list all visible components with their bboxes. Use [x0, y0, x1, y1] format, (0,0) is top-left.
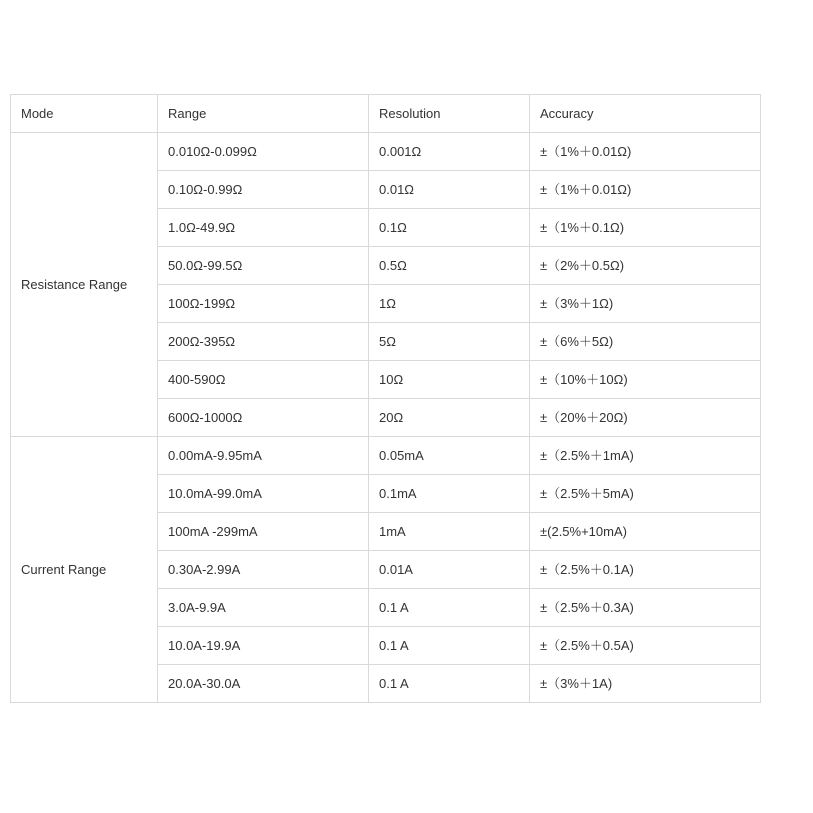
accuracy-cell: ±(2.5%+10mA) — [530, 513, 761, 551]
table-body — [11, 133, 761, 703]
range-cell: 10.0mA-99.0mA — [158, 475, 369, 513]
resolution-cell: 0.1 A — [369, 589, 530, 627]
accuracy-cell: ±（2%＋0.5Ω) — [530, 247, 761, 285]
range-cell: 10.0A-19.9A — [158, 627, 369, 665]
header-resolution: Resolution — [369, 95, 530, 133]
range-cell: 0.00mA-9.95mA — [158, 437, 369, 475]
resolution-cell: 0.5Ω — [369, 247, 530, 285]
resolution-cell: 10Ω — [369, 361, 530, 399]
mode-cell: Current Range — [11, 437, 158, 703]
accuracy-cell: ±（1%＋0.01Ω) — [530, 171, 761, 209]
range-cell: 20.0A-30.0A — [158, 665, 369, 703]
range-cell: 1.0Ω-49.9Ω — [158, 209, 369, 247]
accuracy-cell: ±（1%＋0.1Ω) — [530, 209, 761, 247]
range-cell: 3.0A-9.9A — [158, 589, 369, 627]
resolution-cell: 0.001Ω — [369, 133, 530, 171]
accuracy-cell: ±（2.5%＋0.1A) — [530, 551, 761, 589]
range-cell: 200Ω-395Ω — [158, 323, 369, 361]
header-range: Range — [158, 95, 369, 133]
accuracy-cell: ±（1%＋0.01Ω) — [530, 133, 761, 171]
table-row — [11, 437, 761, 475]
resolution-cell: 0.1 A — [369, 665, 530, 703]
accuracy-cell: ±（10%＋10Ω) — [530, 361, 761, 399]
resolution-cell: 1mA — [369, 513, 530, 551]
accuracy-cell: ±（6%＋5Ω) — [530, 323, 761, 361]
accuracy-cell: ±（20%＋20Ω) — [530, 399, 761, 437]
header-mode: Mode — [11, 95, 158, 133]
header-row — [11, 95, 761, 133]
resolution-cell: 20Ω — [369, 399, 530, 437]
range-cell: 0.10Ω-0.99Ω — [158, 171, 369, 209]
range-cell: 100mA -299mA — [158, 513, 369, 551]
range-cell: 0.30A-2.99A — [158, 551, 369, 589]
resolution-cell: 0.01Ω — [369, 171, 530, 209]
accuracy-cell: ±（2.5%＋0.3A) — [530, 589, 761, 627]
range-cell: 0.010Ω-0.099Ω — [158, 133, 369, 171]
accuracy-cell: ±（2.5%＋1mA) — [530, 437, 761, 475]
resolution-cell: 0.1 A — [369, 627, 530, 665]
range-cell: 100Ω-199Ω — [158, 285, 369, 323]
mode-cell: Resistance Range — [11, 133, 158, 437]
range-cell: 400-590Ω — [158, 361, 369, 399]
range-cell: 600Ω-1000Ω — [158, 399, 369, 437]
resolution-cell: 1Ω — [369, 285, 530, 323]
spec-table — [10, 94, 761, 703]
accuracy-cell: ±（2.5%＋0.5A) — [530, 627, 761, 665]
accuracy-cell: ±（2.5%＋5mA) — [530, 475, 761, 513]
table-row — [11, 133, 761, 171]
resolution-cell: 0.1Ω — [369, 209, 530, 247]
resolution-cell: 5Ω — [369, 323, 530, 361]
resolution-cell: 0.05mA — [369, 437, 530, 475]
resolution-cell: 0.01A — [369, 551, 530, 589]
resolution-cell: 0.1mA — [369, 475, 530, 513]
accuracy-cell: ±（3%＋1A) — [530, 665, 761, 703]
range-cell: 50.0Ω-99.5Ω — [158, 247, 369, 285]
accuracy-cell: ±（3%＋1Ω) — [530, 285, 761, 323]
header-accuracy: Accuracy — [530, 95, 761, 133]
